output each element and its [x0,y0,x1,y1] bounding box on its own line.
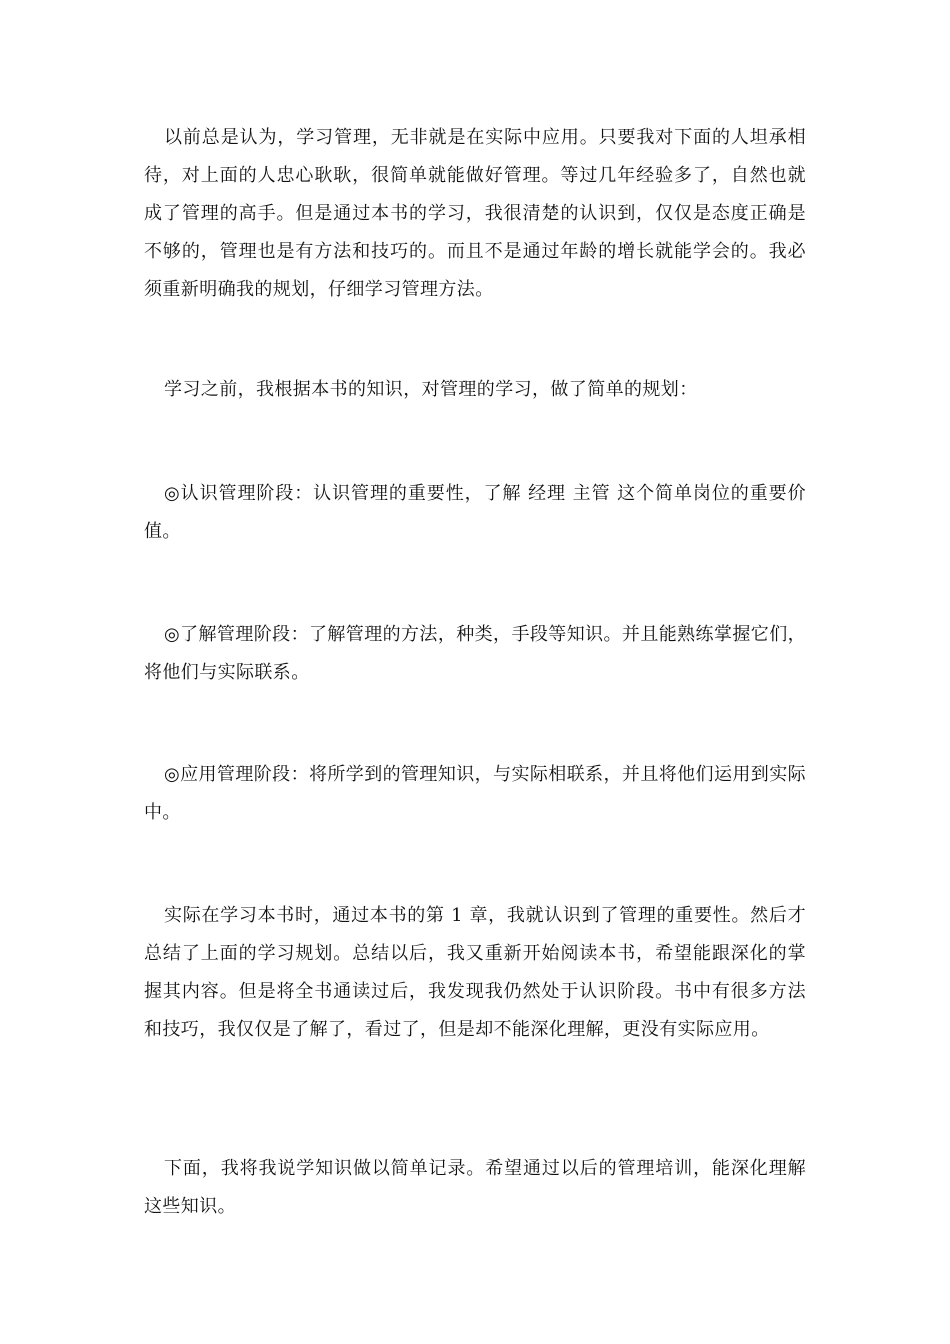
paragraph-plan-lead: 学习之前，我根据本书的知识，对管理的学习，做了简单的规划： [164,379,698,400]
paragraph-closing: 下面，我将我说学知识做以简单记录。希望通过以后的管理培训，能深化理解这些知识。 [144,1158,806,1217]
paragraph-reflection: 实际在学习本书时，通过本书的第 1 章，我就认识到了管理的重要性。然后才总结了上面的学习规划。总结以后，我又重新开始阅读本书，希望能跟深化的掌握其内容。但是将全书通读过后，我发现我仍然处于认识阶段。书中有很多方法和技巧，我仅仅是了解了，看过了，但是却不能深化理解，更没有实际应用。 [144,905,806,1040]
paragraph-stage-understand: ◎了解管理阶段：了解管理的方法，种类，手段等知识。并且能熟练掌握它们，将他们与实际联系。 [144,624,806,683]
paragraph-stage-recognize: ◎认识管理阶段：认识管理的重要性，了解 经理 主管 这个简单岗位的重要价值。 [144,483,806,542]
paragraph-intro: 以前总是认为，学习管理，无非就是在实际中应用。只要我对下面的人坦承相待，对上面的人忠心耿耿，很简单就能做好管理。等过几年经验多了，自然也就成了管理的高手。但是通过本书的学习，我很清楚的认识到，仅仅是态度正确是不够的，管理也是有方法和技巧的。而且不是通过年龄的增长就能学会的。我必须重新明确我的规划，仔细学习管理方法。 [144,127,806,300]
paragraph-stage-apply: ◎应用管理阶段：将所学到的管理知识，与实际相联系，并且将他们运用到实际中。 [144,764,806,823]
